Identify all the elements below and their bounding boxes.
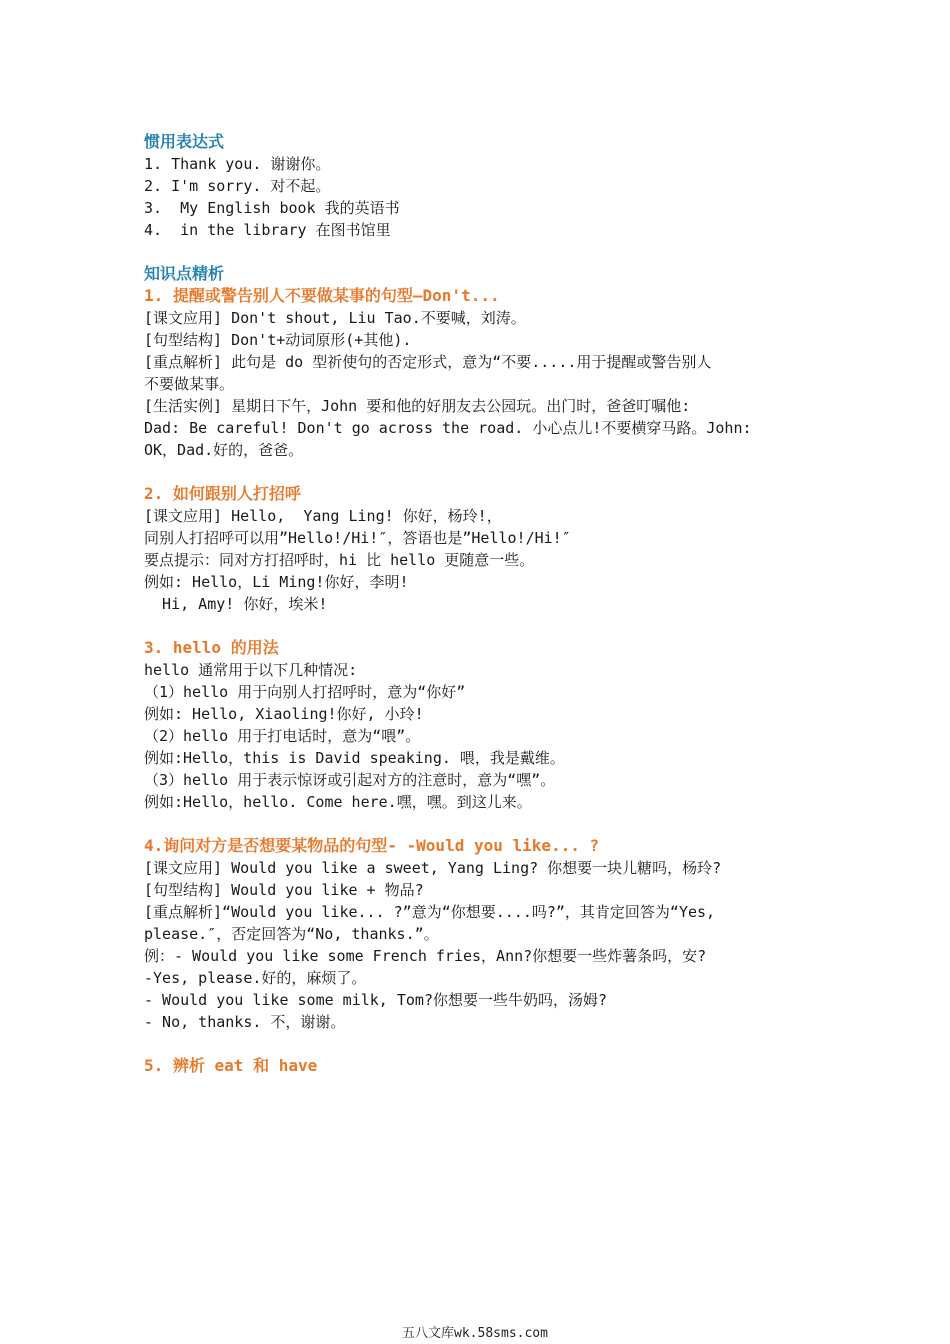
point-2-line: 同别人打招呼可以用”Hello!/Hi!″，答语也是”Hello!/Hi!″ bbox=[144, 529, 571, 547]
footer-watermark: 五八文库wk.58sms.com bbox=[402, 1326, 548, 1341]
point-4-line: - Would you like some milk, Tom?你想要一些牛奶吗，汤姆? bbox=[144, 991, 608, 1009]
point-4-line: [重点解析]“Would you like... ?”意为“你想要....吗?”，其肯定回答为“Yes, bbox=[144, 903, 716, 921]
point-1-line: [生活实例] 星期日下午，John 要和他的好朋友去公园玩。出门时，爸爸叮嘱他: bbox=[144, 397, 691, 415]
point-4-line: [课文应用] Would you like a sweet, Yang Ling? 你想要一块儿糖吗，杨玲? bbox=[144, 859, 722, 877]
point-2-line: 例如: Hello，Li Ming!你好，李明! bbox=[144, 573, 409, 591]
point-3-title: 3. hello 的用法 bbox=[144, 638, 279, 657]
point-4-line: - No, thanks. 不，谢谢。 bbox=[144, 1013, 346, 1031]
point-3-line: hello 通常用于以下几种情况: bbox=[144, 661, 358, 679]
point-3-line: （2）hello 用于打电话时，意为“喂”。 bbox=[144, 727, 421, 745]
point-2-line: Hi, Amy! 你好，埃米! bbox=[144, 595, 328, 613]
point-1-line: 不要做某事。 bbox=[144, 375, 235, 393]
spacer bbox=[144, 1033, 824, 1055]
point-2-line: 要点提示：同对方打招呼时，hi 比 hello 更随意一些。 bbox=[144, 551, 535, 569]
spacer bbox=[144, 241, 824, 263]
document-body bbox=[144, 131, 824, 1077]
point-3-line: （1）hello 用于向别人打招呼时，意为“你好” bbox=[144, 683, 466, 701]
point-3-line: 例如:Hello，hello. Come here.嘿，嘿。到这儿来。 bbox=[144, 793, 532, 811]
point-4-title: 4.询问对方是否想要某物品的句型- -Would you like... ? bbox=[144, 836, 600, 855]
point-1-title: 1. 提醒或警告别人不要做某事的句型—Don't... bbox=[144, 286, 500, 305]
point-4-line: 例：- Would you like some French fries，Ann?你想要一些炸薯条吗，安? bbox=[144, 947, 707, 965]
point-2-title: 2. 如何跟别人打招呼 bbox=[144, 484, 301, 503]
expression-item: 3. My English book 我的英语书 bbox=[144, 199, 400, 217]
spacer bbox=[144, 461, 824, 483]
point-3-line: （3）hello 用于表示惊讶或引起对方的注意时，意为“嘿”。 bbox=[144, 771, 556, 789]
expression-item: 2. I'm sorry. 对不起。 bbox=[144, 177, 331, 195]
point-4-line: please.″，否定回答为“No, thanks.”。 bbox=[144, 925, 439, 943]
point-2-line: [课文应用] Hello, Yang Ling! 你好，杨玲!， bbox=[144, 507, 502, 525]
expression-item: 1. Thank you. 谢谢你。 bbox=[144, 155, 331, 173]
point-3-line: 例如:Hello，this is David speaking. 喂，我是戴维。 bbox=[144, 749, 565, 767]
spacer bbox=[144, 813, 824, 835]
spacer bbox=[144, 615, 824, 637]
point-4-line: [句型结构] Would you like + 物品? bbox=[144, 881, 424, 899]
point-1-line: [课文应用] Don't shout, Liu Tao.不要喊，刘涛。 bbox=[144, 309, 526, 327]
expression-item: 4. in the library 在图书馆里 bbox=[144, 221, 391, 239]
point-1-line: [重点解析] 此句是 do 型祈使句的否定形式，意为“不要.....用于提醒或警告别人 bbox=[144, 353, 712, 371]
section-title-expressions: 惯用表达式 bbox=[144, 132, 225, 151]
point-1-line: Dad: Be careful! Don't go across the road. 小心点儿!不要横穿马路。John: bbox=[144, 419, 752, 437]
point-4-line: -Yes, please.好的，麻烦了。 bbox=[144, 969, 367, 987]
point-1-line: [句型结构] Don't+动词原形(+其他). bbox=[144, 331, 412, 349]
point-5-title: 5. 辨析 eat 和 have bbox=[144, 1056, 318, 1075]
point-1-line: OK，Dad.好的，爸爸。 bbox=[144, 441, 304, 459]
section-title-knowledge: 知识点精析 bbox=[144, 264, 225, 283]
point-3-line: 例如: Hello, Xiaoling!你好, 小玲! bbox=[144, 705, 424, 723]
